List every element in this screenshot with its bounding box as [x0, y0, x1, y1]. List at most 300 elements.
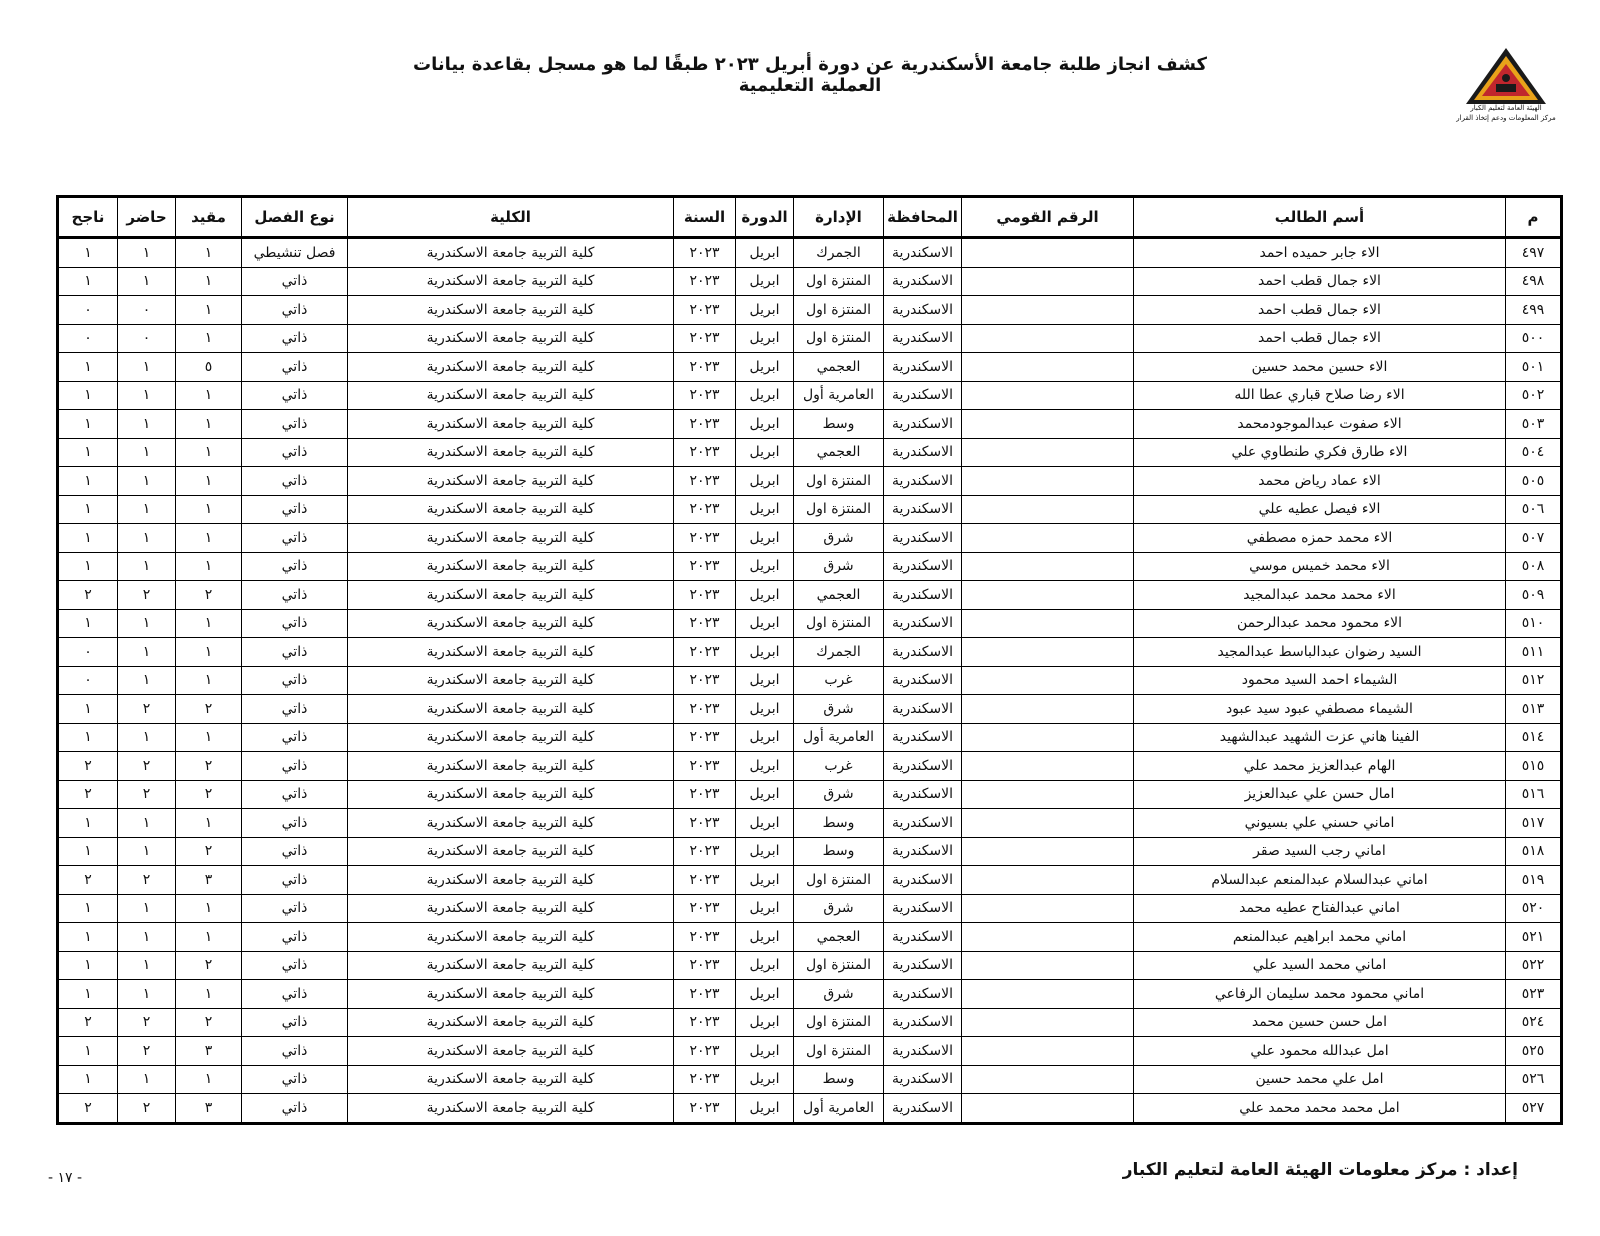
cell-class-type: ذاتي [242, 780, 348, 809]
cell-national-id [962, 923, 1134, 952]
cell-num: ٥١٦ [1506, 780, 1562, 809]
cell-governorate: الاسكندرية [884, 923, 962, 952]
cell-governorate: الاسكندرية [884, 695, 962, 724]
cell-name: الاء محمد خميس موسي [1134, 552, 1506, 581]
cell-class-type: ذاتي [242, 752, 348, 781]
cell-national-id [962, 894, 1134, 923]
cell-name: السيد رضوان عبدالباسط عبدالمجيد [1134, 638, 1506, 667]
cell-class-type: ذاتي [242, 666, 348, 695]
col-header-faculty: الكلية [348, 197, 674, 238]
cell-national-id [962, 524, 1134, 553]
cell-administration: المنتزة اول [794, 324, 884, 353]
cell-enrolled: ١ [176, 923, 242, 952]
cell-administration: وسط [794, 1065, 884, 1094]
cell-session: ابريل [736, 238, 794, 268]
cell-session: ابريل [736, 296, 794, 325]
table-row [58, 296, 1562, 325]
table-row [58, 467, 1562, 496]
cell-faculty: كلية التربية جامعة الاسكندرية [348, 410, 674, 439]
cell-enrolled: ١ [176, 666, 242, 695]
cell-num: ٤٩٩ [1506, 296, 1562, 325]
cell-enrolled: ٢ [176, 837, 242, 866]
table-row [58, 1065, 1562, 1094]
cell-class-type: ذاتي [242, 438, 348, 467]
cell-governorate: الاسكندرية [884, 666, 962, 695]
cell-year: ٢٠٢٣ [674, 296, 736, 325]
cell-year: ٢٠٢٣ [674, 780, 736, 809]
cell-year: ٢٠٢٣ [674, 353, 736, 382]
cell-class-type: ذاتي [242, 552, 348, 581]
cell-faculty: كلية التربية جامعة الاسكندرية [348, 923, 674, 952]
cell-num: ٥١٧ [1506, 809, 1562, 838]
cell-passed: ١ [58, 809, 118, 838]
cell-num: ٥١٢ [1506, 666, 1562, 695]
cell-name: امل محمد محمد محمد علي [1134, 1094, 1506, 1124]
cell-class-type: ذاتي [242, 410, 348, 439]
cell-present: ١ [118, 467, 176, 496]
cell-passed: ١ [58, 524, 118, 553]
cell-national-id [962, 381, 1134, 410]
cell-governorate: الاسكندرية [884, 467, 962, 496]
logo-caption-line1: الهيئة العامة لتعليم الكبار [1470, 104, 1542, 112]
col-header-year: السنة [674, 197, 736, 238]
cell-present: ١ [118, 894, 176, 923]
cell-class-type: ذاتي [242, 381, 348, 410]
cell-present: ٢ [118, 1094, 176, 1124]
cell-governorate: الاسكندرية [884, 1008, 962, 1037]
cell-present: ٢ [118, 866, 176, 895]
cell-governorate: الاسكندرية [884, 752, 962, 781]
cell-num: ٤٩٨ [1506, 267, 1562, 296]
cell-passed: ٢ [58, 752, 118, 781]
cell-class-type: ذاتي [242, 1008, 348, 1037]
cell-administration: العامرية أول [794, 1094, 884, 1124]
cell-faculty: كلية التربية جامعة الاسكندرية [348, 552, 674, 581]
cell-governorate: الاسكندرية [884, 609, 962, 638]
cell-present: ١ [118, 980, 176, 1009]
table-row [58, 495, 1562, 524]
cell-present: ١ [118, 609, 176, 638]
cell-name: الاء محمد حمزه مصطفي [1134, 524, 1506, 553]
cell-num: ٥٠٣ [1506, 410, 1562, 439]
cell-year: ٢٠٢٣ [674, 951, 736, 980]
cell-passed: ٢ [58, 1094, 118, 1124]
cell-year: ٢٠٢٣ [674, 809, 736, 838]
cell-num: ٥٠٤ [1506, 438, 1562, 467]
table-row [58, 837, 1562, 866]
cell-faculty: كلية التربية جامعة الاسكندرية [348, 238, 674, 268]
col-header-present: حاضر [118, 197, 176, 238]
cell-name: امل حسن حسين محمد [1134, 1008, 1506, 1037]
table-row [58, 1008, 1562, 1037]
cell-class-type: ذاتي [242, 980, 348, 1009]
cell-national-id [962, 1008, 1134, 1037]
cell-session: ابريل [736, 1065, 794, 1094]
cell-class-type: ذاتي [242, 894, 348, 923]
cell-administration: العجمي [794, 581, 884, 610]
cell-national-id [962, 438, 1134, 467]
cell-national-id [962, 353, 1134, 382]
cell-name: اماني رجب السيد صقر [1134, 837, 1506, 866]
cell-passed: ١ [58, 723, 118, 752]
table-row [58, 609, 1562, 638]
cell-administration: وسط [794, 837, 884, 866]
cell-faculty: كلية التربية جامعة الاسكندرية [348, 495, 674, 524]
cell-national-id [962, 638, 1134, 667]
cell-national-id [962, 324, 1134, 353]
cell-year: ٢٠٢٣ [674, 438, 736, 467]
cell-num: ٥٠٩ [1506, 581, 1562, 610]
cell-session: ابريل [736, 581, 794, 610]
cell-name: الاء محمد محمد عبدالمجيد [1134, 581, 1506, 610]
cell-year: ٢٠٢٣ [674, 524, 736, 553]
cell-faculty: كلية التربية جامعة الاسكندرية [348, 324, 674, 353]
cell-administration: العامرية أول [794, 381, 884, 410]
cell-faculty: كلية التربية جامعة الاسكندرية [348, 638, 674, 667]
cell-governorate: الاسكندرية [884, 1094, 962, 1124]
cell-session: ابريل [736, 1037, 794, 1066]
cell-administration: المنتزة اول [794, 495, 884, 524]
cell-present: ٠ [118, 324, 176, 353]
cell-faculty: كلية التربية جامعة الاسكندرية [348, 296, 674, 325]
cell-session: ابريل [736, 524, 794, 553]
cell-year: ٢٠٢٣ [674, 695, 736, 724]
cell-name: الاء صفوت عبدالموجودمحمد [1134, 410, 1506, 439]
cell-passed: ١ [58, 1037, 118, 1066]
col-header-national-id: الرقم القومي [962, 197, 1134, 238]
cell-passed: ١ [58, 980, 118, 1009]
logo-caption-line2: مركز المعلومات ودعم إتخاذ القرار [1456, 114, 1556, 122]
cell-administration: الجمرك [794, 638, 884, 667]
table-row [58, 438, 1562, 467]
cell-national-id [962, 951, 1134, 980]
cell-enrolled: ٢ [176, 752, 242, 781]
cell-present: ١ [118, 438, 176, 467]
cell-administration: شرق [794, 894, 884, 923]
cell-session: ابريل [736, 410, 794, 439]
cell-year: ٢٠٢٣ [674, 495, 736, 524]
table-row [58, 723, 1562, 752]
cell-enrolled: ١ [176, 495, 242, 524]
cell-governorate: الاسكندرية [884, 353, 962, 382]
cell-year: ٢٠٢٣ [674, 238, 736, 268]
cell-num: ٥٢١ [1506, 923, 1562, 952]
cell-administration: العامرية أول [794, 723, 884, 752]
cell-num: ٥١٣ [1506, 695, 1562, 724]
cell-present: ١ [118, 410, 176, 439]
table-body [58, 238, 1562, 1124]
cell-session: ابريل [736, 723, 794, 752]
cell-faculty: كلية التربية جامعة الاسكندرية [348, 866, 674, 895]
cell-administration: المنتزة اول [794, 866, 884, 895]
cell-enrolled: ٢ [176, 951, 242, 980]
cell-administration: المنتزة اول [794, 296, 884, 325]
cell-faculty: كلية التربية جامعة الاسكندرية [348, 267, 674, 296]
cell-num: ٥٢٦ [1506, 1065, 1562, 1094]
col-header-enrolled: مقيد [176, 197, 242, 238]
cell-name: امال حسن علي عبدالعزيز [1134, 780, 1506, 809]
cell-present: ٢ [118, 695, 176, 724]
cell-num: ٥١٠ [1506, 609, 1562, 638]
table-row [58, 1094, 1562, 1124]
cell-num: ٤٩٧ [1506, 238, 1562, 268]
cell-name: اماني محمد ابراهيم عبدالمنعم [1134, 923, 1506, 952]
cell-governorate: الاسكندرية [884, 951, 962, 980]
cell-class-type: ذاتي [242, 723, 348, 752]
cell-name: اماني محمد السيد علي [1134, 951, 1506, 980]
cell-faculty: كلية التربية جامعة الاسكندرية [348, 695, 674, 724]
cell-present: ١ [118, 638, 176, 667]
cell-governorate: الاسكندرية [884, 267, 962, 296]
cell-faculty: كلية التربية جامعة الاسكندرية [348, 809, 674, 838]
cell-name: امل عبدالله محمود علي [1134, 1037, 1506, 1066]
cell-year: ٢٠٢٣ [674, 1037, 736, 1066]
cell-num: ٥١٥ [1506, 752, 1562, 781]
cell-class-type: ذاتي [242, 951, 348, 980]
cell-passed: ١ [58, 552, 118, 581]
cell-class-type: ذاتي [242, 866, 348, 895]
cell-class-type: فصل تنشيطي [242, 238, 348, 268]
cell-faculty: كلية التربية جامعة الاسكندرية [348, 1037, 674, 1066]
cell-enrolled: ٢ [176, 695, 242, 724]
table-row [58, 980, 1562, 1009]
cell-enrolled: ١ [176, 723, 242, 752]
table-row [58, 866, 1562, 895]
cell-enrolled: ٣ [176, 1037, 242, 1066]
cell-num: ٥١٩ [1506, 866, 1562, 895]
cell-enrolled: ٣ [176, 866, 242, 895]
cell-administration: المنتزة اول [794, 951, 884, 980]
cell-administration: المنتزة اول [794, 467, 884, 496]
cell-passed: ١ [58, 894, 118, 923]
cell-class-type: ذاتي [242, 638, 348, 667]
cell-num: ٥٠٠ [1506, 324, 1562, 353]
col-header-session: الدورة [736, 197, 794, 238]
cell-class-type: ذاتي [242, 495, 348, 524]
table-row [58, 923, 1562, 952]
cell-name: اماني عبدالفتاح عطيه محمد [1134, 894, 1506, 923]
cell-administration: العجمي [794, 353, 884, 382]
cell-administration: العجمي [794, 438, 884, 467]
cell-enrolled: ١ [176, 609, 242, 638]
cell-passed: ١ [58, 467, 118, 496]
cell-passed: ١ [58, 438, 118, 467]
cell-num: ٥٢٠ [1506, 894, 1562, 923]
cell-enrolled: ١ [176, 296, 242, 325]
cell-national-id [962, 1065, 1134, 1094]
cell-name: الاء فيصل عطيه علي [1134, 495, 1506, 524]
cell-national-id [962, 495, 1134, 524]
table-row [58, 353, 1562, 382]
cell-num: ٥١١ [1506, 638, 1562, 667]
table-row [58, 524, 1562, 553]
cell-passed: ١ [58, 238, 118, 268]
cell-session: ابريل [736, 552, 794, 581]
table-row [58, 324, 1562, 353]
cell-present: ١ [118, 923, 176, 952]
cell-national-id [962, 609, 1134, 638]
cell-administration: العجمي [794, 923, 884, 952]
cell-faculty: كلية التربية جامعة الاسكندرية [348, 980, 674, 1009]
cell-faculty: كلية التربية جامعة الاسكندرية [348, 1008, 674, 1037]
cell-faculty: كلية التربية جامعة الاسكندرية [348, 780, 674, 809]
cell-governorate: الاسكندرية [884, 410, 962, 439]
cell-num: ٥٠٨ [1506, 552, 1562, 581]
cell-administration: شرق [794, 980, 884, 1009]
cell-year: ٢٠٢٣ [674, 1094, 736, 1124]
cell-enrolled: ٢ [176, 780, 242, 809]
cell-name: اماني حسني علي بسيوني [1134, 809, 1506, 838]
table-row [58, 951, 1562, 980]
cell-session: ابريل [736, 666, 794, 695]
cell-faculty: كلية التربية جامعة الاسكندرية [348, 837, 674, 866]
cell-faculty: كلية التربية جامعة الاسكندرية [348, 467, 674, 496]
cell-enrolled: ٥ [176, 353, 242, 382]
cell-governorate: الاسكندرية [884, 552, 962, 581]
cell-class-type: ذاتي [242, 609, 348, 638]
cell-national-id [962, 267, 1134, 296]
cell-session: ابريل [736, 1094, 794, 1124]
cell-session: ابريل [736, 467, 794, 496]
cell-class-type: ذاتي [242, 296, 348, 325]
cell-class-type: ذاتي [242, 467, 348, 496]
cell-year: ٢٠٢٣ [674, 552, 736, 581]
cell-administration: الجمرك [794, 238, 884, 268]
cell-enrolled: ١ [176, 410, 242, 439]
cell-enrolled: ١ [176, 809, 242, 838]
cell-present: ١ [118, 951, 176, 980]
cell-present: ١ [118, 809, 176, 838]
cell-session: ابريل [736, 353, 794, 382]
cell-present: ١ [118, 723, 176, 752]
cell-national-id [962, 552, 1134, 581]
cell-session: ابريل [736, 752, 794, 781]
cell-administration: المنتزة اول [794, 609, 884, 638]
cell-session: ابريل [736, 638, 794, 667]
col-header-governorate: المحافظة [884, 197, 962, 238]
cell-num: ٥٢٤ [1506, 1008, 1562, 1037]
cell-passed: ١ [58, 1065, 118, 1094]
cell-faculty: كلية التربية جامعة الاسكندرية [348, 438, 674, 467]
cell-year: ٢٠٢٣ [674, 324, 736, 353]
cell-present: ١ [118, 837, 176, 866]
pyramid-logo-icon [1456, 46, 1556, 106]
cell-year: ٢٠٢٣ [674, 723, 736, 752]
cell-present: ١ [118, 1065, 176, 1094]
cell-num: ٥٢٢ [1506, 951, 1562, 980]
cell-passed: ١ [58, 609, 118, 638]
cell-enrolled: ٢ [176, 581, 242, 610]
cell-enrolled: ١ [176, 438, 242, 467]
cell-passed: ١ [58, 267, 118, 296]
cell-session: ابريل [736, 837, 794, 866]
cell-national-id [962, 581, 1134, 610]
cell-year: ٢٠٢٣ [674, 410, 736, 439]
cell-year: ٢٠٢٣ [674, 1008, 736, 1037]
cell-governorate: الاسكندرية [884, 1065, 962, 1094]
cell-present: ١ [118, 495, 176, 524]
cell-year: ٢٠٢٣ [674, 381, 736, 410]
cell-governorate: الاسكندرية [884, 581, 962, 610]
cell-class-type: ذاتي [242, 1037, 348, 1066]
cell-national-id [962, 296, 1134, 325]
col-header-name: أسم الطالب [1134, 197, 1506, 238]
cell-present: ١ [118, 353, 176, 382]
cell-passed: ٠ [58, 666, 118, 695]
cell-national-id [962, 809, 1134, 838]
cell-session: ابريل [736, 780, 794, 809]
cell-faculty: كلية التربية جامعة الاسكندرية [348, 524, 674, 553]
cell-session: ابريل [736, 495, 794, 524]
cell-class-type: ذاتي [242, 1065, 348, 1094]
cell-administration: شرق [794, 552, 884, 581]
cell-governorate: الاسكندرية [884, 495, 962, 524]
cell-present: ١ [118, 381, 176, 410]
cell-faculty: كلية التربية جامعة الاسكندرية [348, 666, 674, 695]
cell-session: ابريل [736, 609, 794, 638]
cell-passed: ٢ [58, 581, 118, 610]
cell-national-id [962, 1094, 1134, 1124]
cell-faculty: كلية التربية جامعة الاسكندرية [348, 723, 674, 752]
cell-passed: ١ [58, 837, 118, 866]
cell-class-type: ذاتي [242, 923, 348, 952]
cell-governorate: الاسكندرية [884, 809, 962, 838]
cell-present: ١ [118, 552, 176, 581]
cell-name: الهام عبدالعزيز محمد علي [1134, 752, 1506, 781]
cell-class-type: ذاتي [242, 837, 348, 866]
cell-faculty: كلية التربية جامعة الاسكندرية [348, 894, 674, 923]
cell-present: ٢ [118, 752, 176, 781]
cell-year: ٢٠٢٣ [674, 581, 736, 610]
cell-present: ٢ [118, 581, 176, 610]
cell-class-type: ذاتي [242, 324, 348, 353]
cell-session: ابريل [736, 923, 794, 952]
cell-enrolled: ١ [176, 1065, 242, 1094]
cell-name: الاء حسين محمد حسين [1134, 353, 1506, 382]
cell-present: ٢ [118, 1008, 176, 1037]
cell-passed: ٢ [58, 866, 118, 895]
cell-present: ٢ [118, 780, 176, 809]
cell-year: ٢٠٢٣ [674, 467, 736, 496]
cell-administration: المنتزة اول [794, 267, 884, 296]
cell-class-type: ذاتي [242, 353, 348, 382]
table-row [58, 267, 1562, 296]
cell-enrolled: ١ [176, 638, 242, 667]
cell-session: ابريل [736, 324, 794, 353]
cell-name: الاء جمال قطب احمد [1134, 296, 1506, 325]
col-header-passed: ناجح [58, 197, 118, 238]
table-row [58, 381, 1562, 410]
cell-session: ابريل [736, 980, 794, 1009]
table-row [58, 581, 1562, 610]
cell-faculty: كلية التربية جامعة الاسكندرية [348, 581, 674, 610]
cell-governorate: الاسكندرية [884, 866, 962, 895]
cell-governorate: الاسكندرية [884, 381, 962, 410]
cell-name: امل علي محمد حسين [1134, 1065, 1506, 1094]
cell-class-type: ذاتي [242, 809, 348, 838]
cell-national-id [962, 837, 1134, 866]
cell-enrolled: ١ [176, 381, 242, 410]
table-row [58, 1037, 1562, 1066]
cell-name: اماني محمود محمد سليمان الرفاعي [1134, 980, 1506, 1009]
cell-passed: ١ [58, 951, 118, 980]
cell-faculty: كلية التربية جامعة الاسكندرية [348, 353, 674, 382]
cell-class-type: ذاتي [242, 267, 348, 296]
cell-session: ابريل [736, 866, 794, 895]
cell-faculty: كلية التربية جامعة الاسكندرية [348, 1065, 674, 1094]
cell-num: ٥٠٢ [1506, 381, 1562, 410]
cell-administration: غرب [794, 752, 884, 781]
